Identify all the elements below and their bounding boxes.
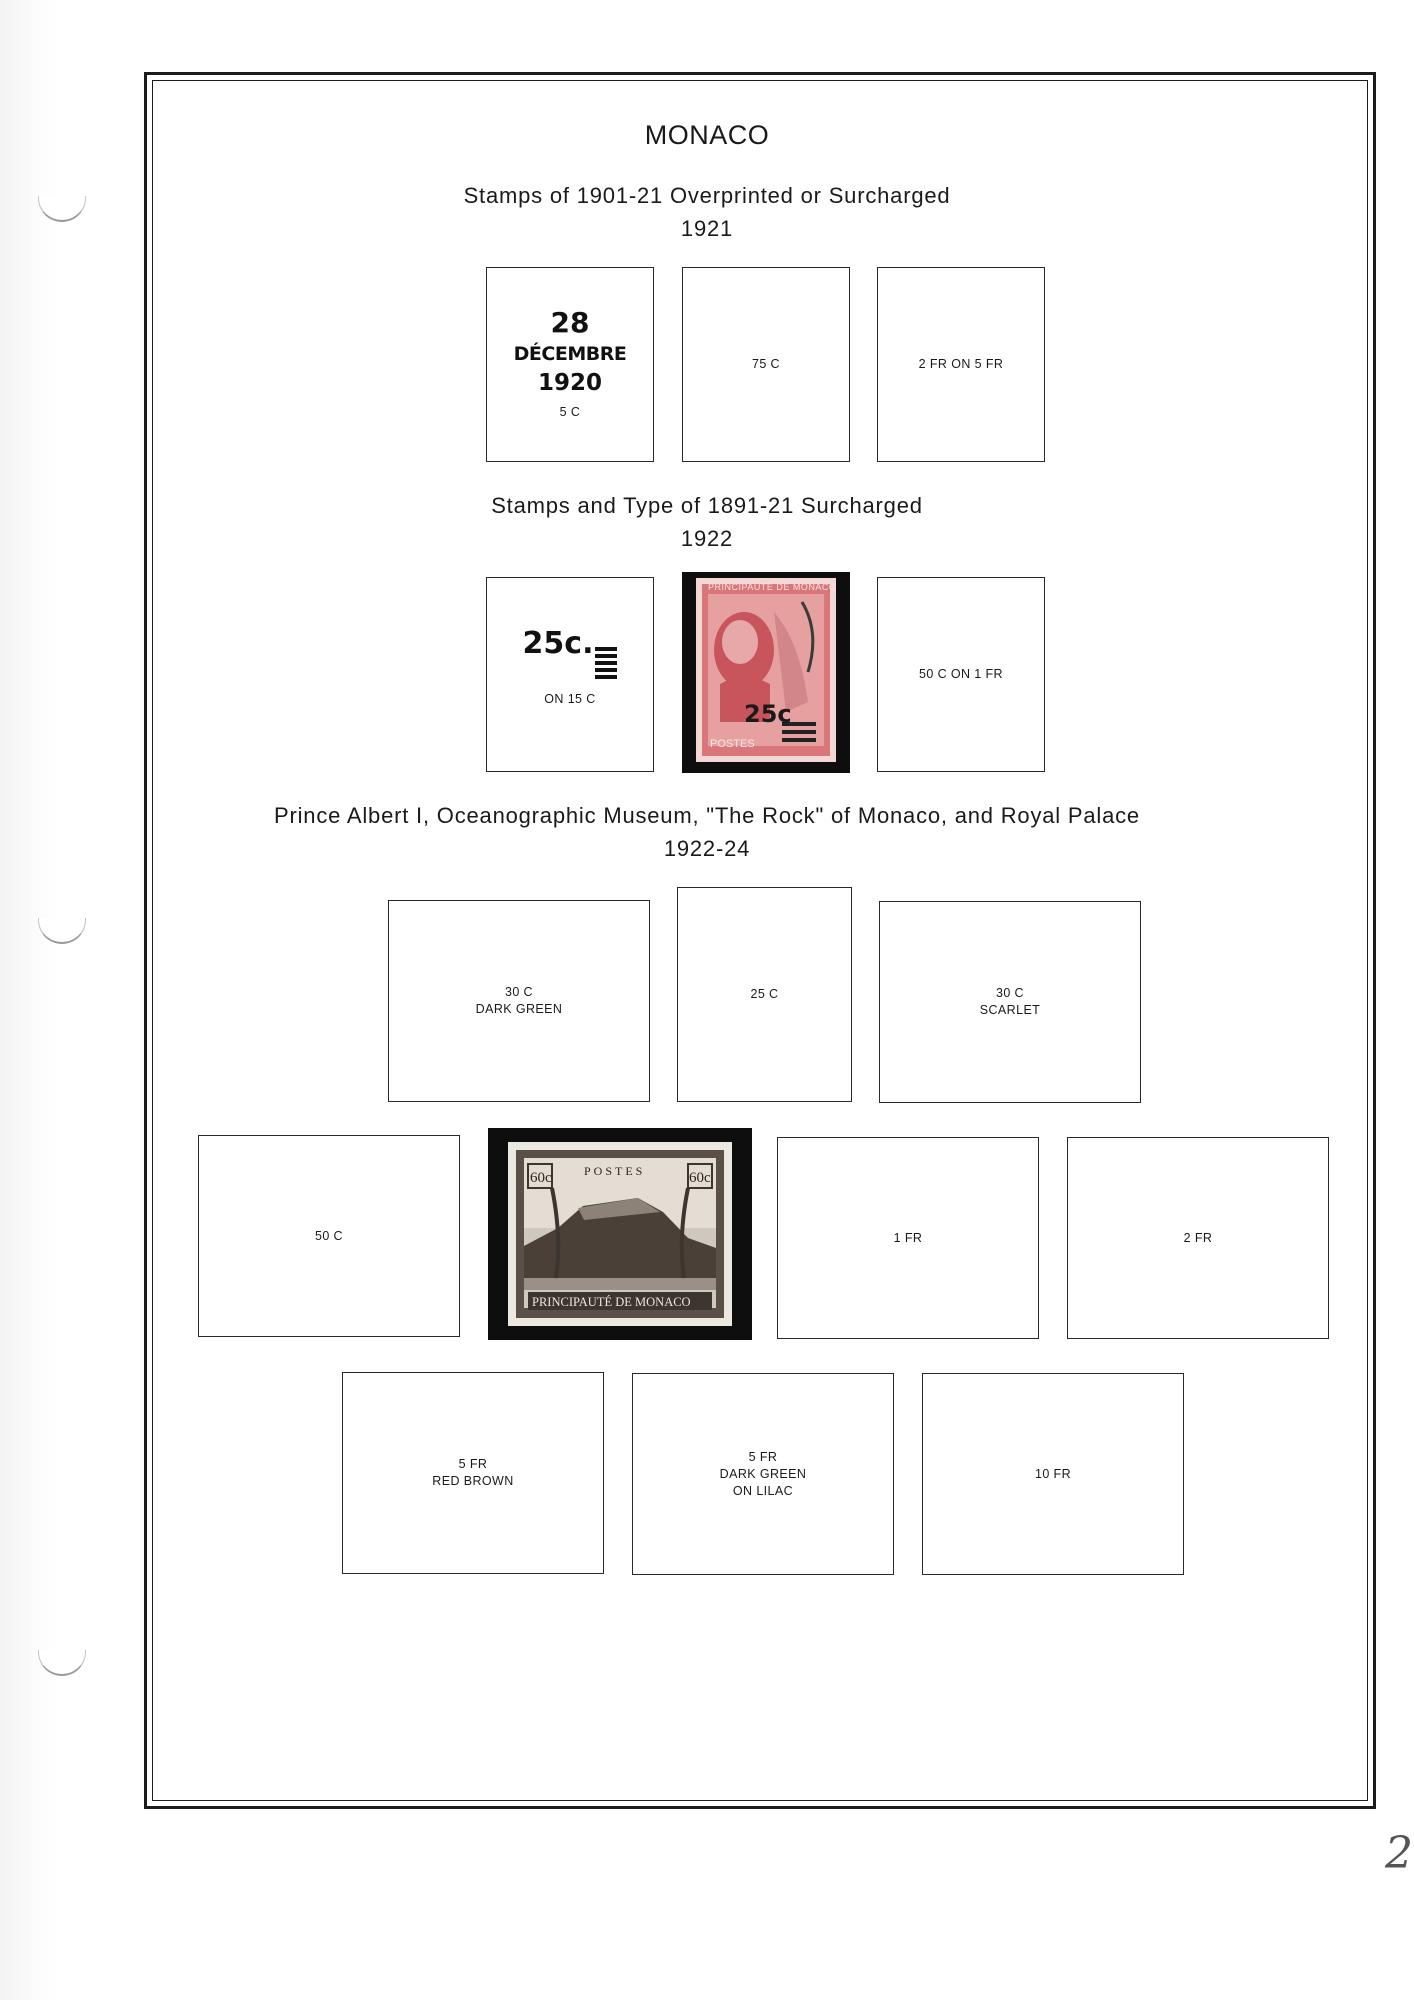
section-year: 1922-24 [663,836,751,861]
slot-label: 30 C [995,986,1024,1000]
slot-label: 50 C [314,1228,343,1243]
stamp-slot [632,1373,894,1575]
stamp-slot [388,900,650,1102]
stamp-slot [198,1135,460,1337]
slot-label-paper: ON LILAC [732,1483,794,1498]
surcharge-bars [595,647,617,681]
slot-label-color: SCARLET [979,1003,1041,1017]
stamp-slot [486,267,654,462]
section-heading: Stamps of 1901-21 Overprinted or Surcharged [463,183,951,208]
slot-label: 75 C [751,357,780,371]
overprint-day: 28 [550,305,590,339]
stamp-slot [879,901,1141,1103]
stamp-value-left: 60c [530,1170,552,1186]
stamp-surcharge-text: 25c [744,700,792,728]
stamp-photo-rock [488,1128,752,1340]
stamp-value-right: 60c [689,1170,711,1186]
stamp-bottom-text: POSTES [710,738,755,750]
page-number: 2 [1385,1828,1413,1879]
stamp-slot [777,1137,1039,1339]
stamp-photo-red [682,572,850,773]
slot-label: 1 FR [893,1230,923,1245]
slot-label: 2 FR ON 5 FR [918,357,1004,371]
stamp-slot [677,887,852,1102]
slot-label: 5 FR [458,1457,488,1471]
slot-label: 2 FR [1183,1230,1213,1245]
slot-label-color: DARK GREEN [475,1002,563,1016]
stamp-top-text: PRINCIPAUTE DE MONACO [708,582,837,592]
overprint-month: DÉCEMBRE [513,343,627,366]
slot-label-color: DARK GREEN [719,1466,807,1481]
slot-label: 50 C ON 1 FR [919,667,1003,681]
stamp-slot [877,577,1045,772]
section-heading: Prince Albert I, Oceanographic Museum, "The Rock" of Monaco, and Royal Palace [274,803,1140,828]
stamp-slot [342,1372,604,1574]
overprint-year: 1920 [537,370,602,397]
section-year: 1922 [680,526,734,551]
section-year: 1921 [680,216,734,241]
slot-label-color: RED BROWN [432,1474,514,1488]
surcharge-value: 25c. [522,626,594,661]
stamp-slot [922,1373,1184,1575]
stamp-slot [682,267,850,462]
stamp-slot [486,577,654,772]
stamp-top-text: POSTES [584,1164,646,1178]
slot-label: 5 C [559,405,581,420]
slot-label: 10 FR [1034,1466,1072,1481]
stamp-slot [877,267,1045,462]
stamp-bottom-text: PRINCIPAUTÉ DE MONACO [532,1295,691,1309]
stamp-slot [1067,1137,1329,1339]
page-title: MONACO [644,120,770,150]
slot-label: 30 C [504,985,533,999]
slot-label: 25 C [750,987,779,1001]
red-stamp-image [682,572,850,773]
section-heading: Stamps and Type of 1891-21 Surcharged [491,493,923,518]
slot-label: ON 15 C [544,692,596,706]
slot-label: 5 FR [748,1449,778,1464]
